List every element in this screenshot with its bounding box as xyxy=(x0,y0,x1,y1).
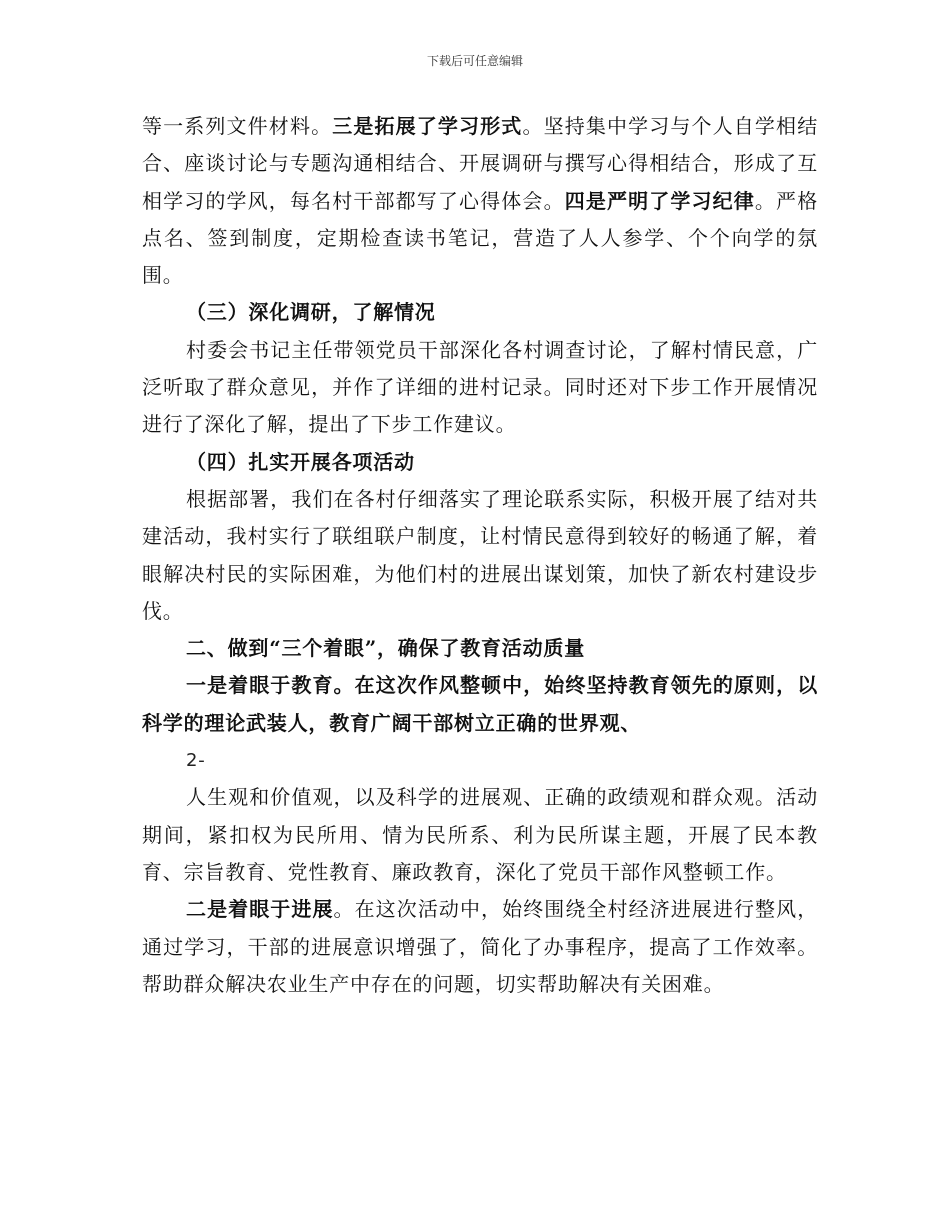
bold-run: 三是拓展了学习形式 xyxy=(332,114,523,138)
text-run: 。在这次活动中，始终围绕全村经济进展进行整风，通过学习，干部的进展意识增强了，简化了办事程序，提高了工作效率。帮助群众解决农业生产中存在的问题，切实帮助解决有关困难。 xyxy=(142,897,818,996)
section-heading-research: （三）深化调研，了解情况 xyxy=(186,300,436,325)
section-heading-three-focus: 二、做到“三个着眼”，确保了教育活动质量 xyxy=(186,636,586,661)
paragraph-focus-education xyxy=(142,667,818,742)
paragraph-focus-development xyxy=(142,891,818,1003)
text-run: 。严格点名、签到制度，定期检查读书笔记，营造了人人参学、个个向学的氛围。 xyxy=(142,188,818,288)
page-header: 下载后可任意编辑 xyxy=(426,54,523,68)
text-run: 根据部署，我们在各村仔细落实了理论联系实际，积极开展了结对共建活动，我村实行了联组联户制度，让村情民意得到较好的畅通了解，着眼解决村民的实际困难，为他们村的进展出谋划策，加快了新农村建设步伐。 xyxy=(142,486,818,623)
text-run: 人生观和价值观，以及科学的进展观、正确的政绩观和群众观。活动期间，紧扣权为民所用、情为民所系、利为民所谋主题，开展了民本教育、宗旨教育、党性教育、廉政教育，深化了党员干部作风整顿工作。 xyxy=(142,785,818,884)
page-number: 2- xyxy=(186,750,206,772)
text-run: 等一系列文件材料。 xyxy=(142,114,333,138)
bold-run: 四是严明了学习纪律 xyxy=(564,188,755,213)
bold-run: 一是着眼于教育。在这次作风整顿中，始终坚持教育领先的原则，以科学的理论武装人，教育广阔干部树立正确的世界观、 xyxy=(142,673,818,735)
text-run: 。坚持集中学习与个人自学相结合、座谈讨论与专题沟通相结合、开展调研与撰写心得相结合，形成了互相学习的学风，每名村干部都写了心得体会。 xyxy=(142,114,818,213)
paragraph-activities xyxy=(142,481,818,630)
bold-run: 二是着眼于进展 xyxy=(186,897,334,922)
paragraph-study-forms xyxy=(142,108,818,294)
paragraph-research xyxy=(142,332,818,444)
paragraph-worldview xyxy=(142,779,818,891)
text-run: 村委会书记主任带领党员干部深化各村调查讨论，了解村情民意，广泛听取了群众意见，并作了详细的进村记录。同时还对下步工作开展情况进行了深化了解，提出了下步工作建议。 xyxy=(142,337,818,437)
document-body xyxy=(142,108,818,1003)
section-heading-activities: （四）扎实开展各项活动 xyxy=(186,449,415,474)
